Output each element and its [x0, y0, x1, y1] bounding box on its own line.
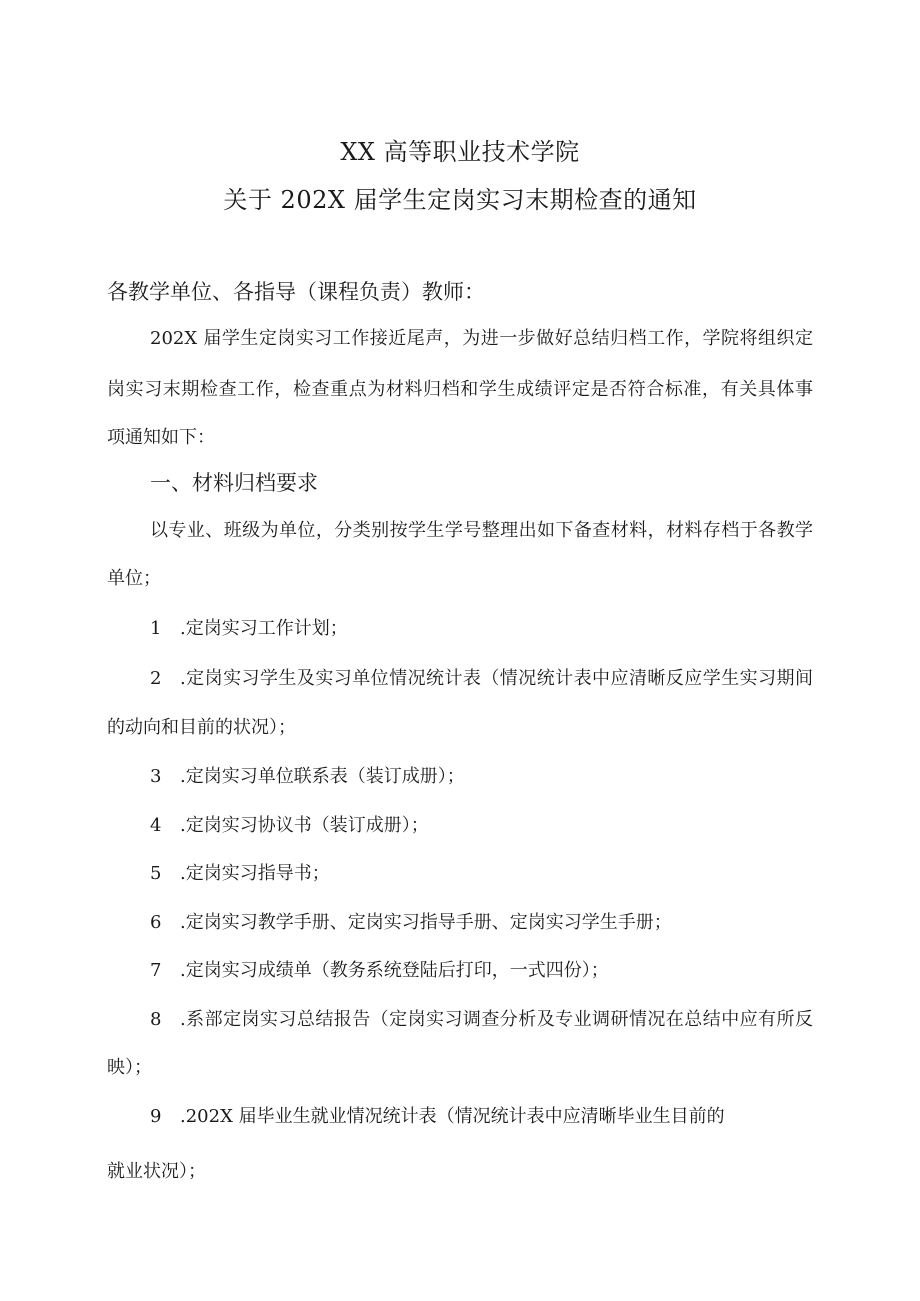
list-item: [150, 813, 429, 839]
intro-line-2: 岗实习末期检查工作，检查重点为材料归档和学生成绩评定是否符合标准，有关具体事: [107, 379, 813, 400]
intro-line-1: 202X 届学生定岗实习工作接近尾声，为进一步做好总结归档工作，学院将组织定: [150, 328, 813, 349]
section-desc-line-1: 以专业、班级为单位，分类别按学生学号整理出如下备查材料，材料存档于各教学: [150, 520, 813, 541]
document-title-institution: XX 高等职业技术学院: [340, 138, 580, 166]
document-title-notice: 关于 202X 届学生定岗实习末期检查的通知: [223, 186, 697, 214]
list-item: [150, 1104, 725, 1130]
list-item-number: 7: [150, 960, 162, 981]
list-item-text: .定岗实习协议书（装订成册）；: [180, 815, 429, 836]
list-item-text: .定岗实习教学手册、定岗实习指导手册、定岗实习学生手册；: [180, 912, 672, 933]
list-item: [150, 861, 330, 887]
list-item-number: 1: [150, 618, 162, 639]
list-item-number: 5: [150, 863, 162, 884]
list-item-text: .定岗实习单位联系表（装订成册）；: [180, 766, 465, 787]
list-item-continuation: 映）；: [107, 1057, 152, 1078]
list-item-text: .系部定岗实习总结报告（定岗实习调查分析及专业调研情况在总结中应有所反: [180, 1009, 813, 1030]
list-item-number: 9: [150, 1106, 162, 1127]
intro-line-3: 项通知如下：: [107, 427, 215, 448]
list-item-number: 8: [150, 1009, 162, 1030]
list-item: [150, 616, 348, 642]
list-item-number: 2: [150, 668, 162, 689]
list-item-text: .202X 届毕业生就业情况统计表（情况统计表中应清晰毕业生目前的: [180, 1106, 725, 1127]
list-item-number: 6: [150, 912, 162, 933]
list-item: [150, 666, 813, 692]
list-item-continuation: 的动向和目前的状况）；: [107, 717, 296, 738]
list-item-text: .定岗实习工作计划；: [180, 618, 348, 639]
list-item-number: 4: [150, 815, 162, 836]
list-item: [150, 910, 672, 936]
list-item-number: 3: [150, 766, 162, 787]
section-desc-line-2: 单位；: [107, 568, 161, 589]
list-item: [150, 1007, 813, 1033]
list-item-continuation: 就业状况）；: [107, 1161, 206, 1182]
list-item-text: .定岗实习成绩单（教务系统登陆后打印，一式四份）；: [180, 960, 609, 981]
list-item: [150, 958, 609, 984]
list-item: [150, 764, 465, 790]
list-item-text: .定岗实习指导书；: [180, 863, 330, 884]
salutation: 各教学单位、各指导（课程负责）教师：: [107, 280, 485, 304]
list-item-text: .定岗实习学生及实习单位情况统计表（情况统计表中应清晰反应学生实习期间: [180, 668, 813, 689]
section-heading: 一、材料归档要求: [150, 471, 318, 495]
